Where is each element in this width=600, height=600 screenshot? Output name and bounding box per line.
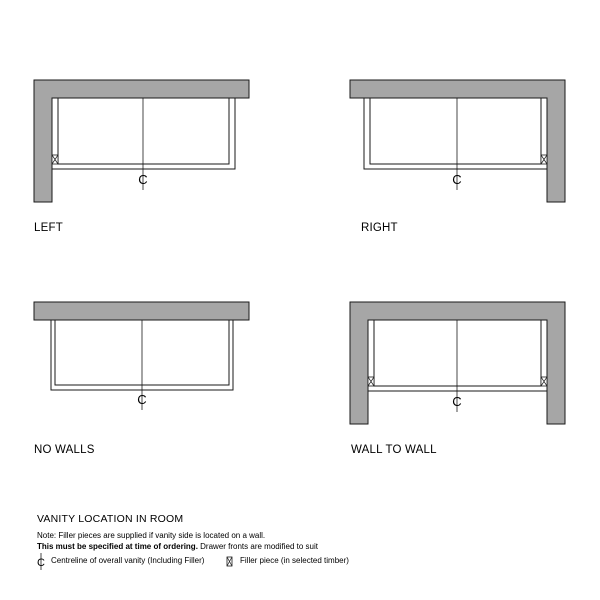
panel-right (350, 80, 565, 202)
centreline-symbol: C (452, 172, 462, 187)
legend-filler-text: Filler piece (in selected timber) (240, 556, 349, 565)
legend-centreline-text: Centreline of overall vanity (Including Filler) (51, 556, 205, 565)
vanity-outline (364, 98, 547, 169)
diagram-title: VANITY LOCATION IN ROOM (37, 513, 184, 525)
note-line-1: Note: Filler pieces are supplied if vanity side is located on a wall. (37, 531, 266, 540)
filler-piece-icon (541, 155, 547, 164)
centreline-symbol: C (137, 392, 147, 407)
filler-piece-icon (52, 155, 58, 164)
label-no-walls: NO WALLS (34, 444, 95, 456)
filler-piece-icon (541, 377, 547, 386)
vanity-cabinet (374, 320, 541, 386)
label-right: RIGHT (361, 222, 398, 234)
filler-piece-icon (368, 377, 374, 386)
label-wall-to-wall: WALL TO WALL (351, 444, 437, 456)
panel-left (34, 80, 249, 202)
centreline-symbol: C (452, 394, 462, 409)
vanity-cabinet (370, 98, 541, 164)
vanity-cabinet (58, 98, 229, 164)
centreline-symbol: C (138, 172, 148, 187)
svg-text:C: C (37, 557, 45, 569)
wall (34, 302, 249, 320)
note-line-2 (37, 542, 318, 552)
note-rest: Drawer fronts are modified to suit (197, 542, 318, 551)
vanity-outline (52, 98, 235, 169)
panel-no-walls (34, 302, 249, 410)
legend-centreline-icon (37, 553, 45, 570)
label-left: LEFT (34, 222, 63, 234)
panel-wall-to-wall (350, 302, 565, 424)
legend-filler-icon (227, 557, 232, 566)
vanity-outline (368, 320, 547, 391)
note-emphasis: This must be specified at time of ordering. (37, 542, 198, 551)
